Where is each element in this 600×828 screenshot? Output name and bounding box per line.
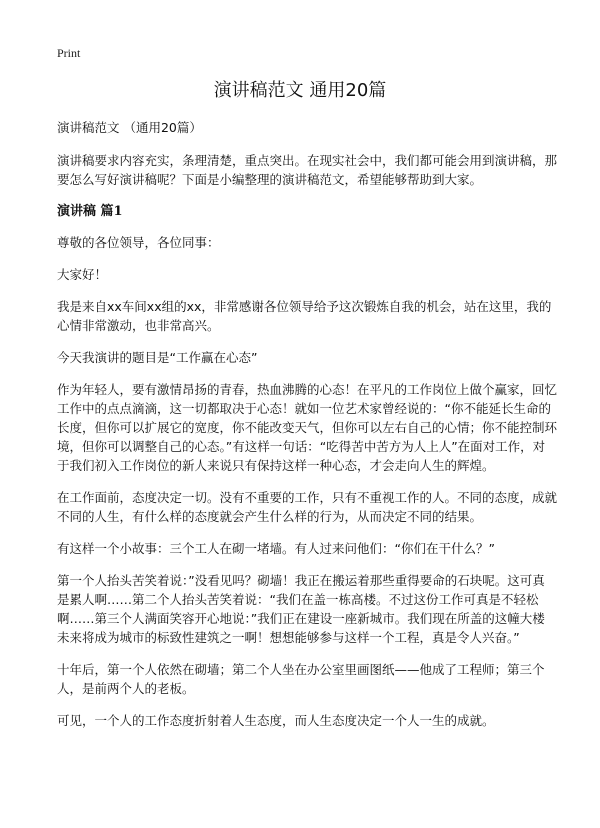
body-paragraph: 有这样一个小故事：三个工人在砌一堵墙。有人过来问他们：“你们在干什么？” (57, 541, 495, 556)
body-paragraph: 在工作面前，态度决定一切。没有不重要的工作，只有不重视工作的人。不同的态度，成就不同的人生，有什么样的态度就会产生什么样的行为，从而决定不同的结果。 (57, 490, 558, 524)
section-heading: 演讲稿 篇1 (57, 204, 123, 219)
document-body (57, 118, 557, 743)
greeting: 大家好！ (57, 267, 108, 282)
document-title: 演讲稿范文 通用20篇 (213, 80, 387, 101)
intro-paragraph: 演讲稿要求内容充实，条理清楚，重点突出。在现实社会中，我们都可能会用到演讲稿，那要怎么写好演讲稿呢？下面是小编整理的演讲稿范文，希望能够帮助到大家。 (57, 153, 558, 187)
document-subtitle: 演讲稿范文 （通用20篇） (57, 120, 202, 135)
body-paragraph: 作为年轻人，要有激情昂扬的青春，热血沸腾的心态！在平凡的工作岗位上做个赢家，回忆工作中的点点滴滴，这一切都取决于心态！就如一位艺术家曾经说的：“你不能延长生命的长度，但你可以扩展它的宽度，你不能改变天气，但你可以左右自己的心情；你不能控制环境，但你可以调整自己的心态。”有这样一句话：“吃得苦中苦方为人上人”在面对工作，对于我们初入工作岗位的新人来说只有保持这样一种心态，才会走向人生的辉煌。 (57, 382, 558, 473)
body-paragraph: 我是来自xx车间xx组的xx，非常感谢各位领导给予这次锻炼自我的机会，站在这里，我的心情非常激动，也非常高兴。 (57, 299, 552, 333)
salutation: 尊敬的各位领导，各位同事： (57, 235, 220, 250)
body-paragraph: 第一个人抬头苦笑着说：”没看见吗？砌墙！我正在搬运着那些重得要命的石块呢。这可真是累人啊……第二个人抬头苦笑着说：“我们在盖一栋高楼。不过这份工作可真是不轻松啊……第三个人满面笑容开心地说：”我们正在建设一座新城市。我们现在所盖的这幢大楼未来将成为城市的标致性建筑之一啊！想想能够参与这样一个工程，真是令人兴奋。” (57, 573, 545, 645)
body-paragraph: 可见，一个人的工作态度折射着人生态度，而人生态度决定一个人一生的成就。 (57, 713, 495, 728)
body-paragraph: 今天我演讲的题目是“工作赢在心态” (57, 350, 258, 365)
print-link[interactable]: Print (57, 46, 81, 60)
body-paragraph: 十年后，第一个人依然在砌墙；第二个人坐在办公室里画图纸——他成了工程师；第三个人，是前两个人的老板。 (57, 662, 545, 696)
